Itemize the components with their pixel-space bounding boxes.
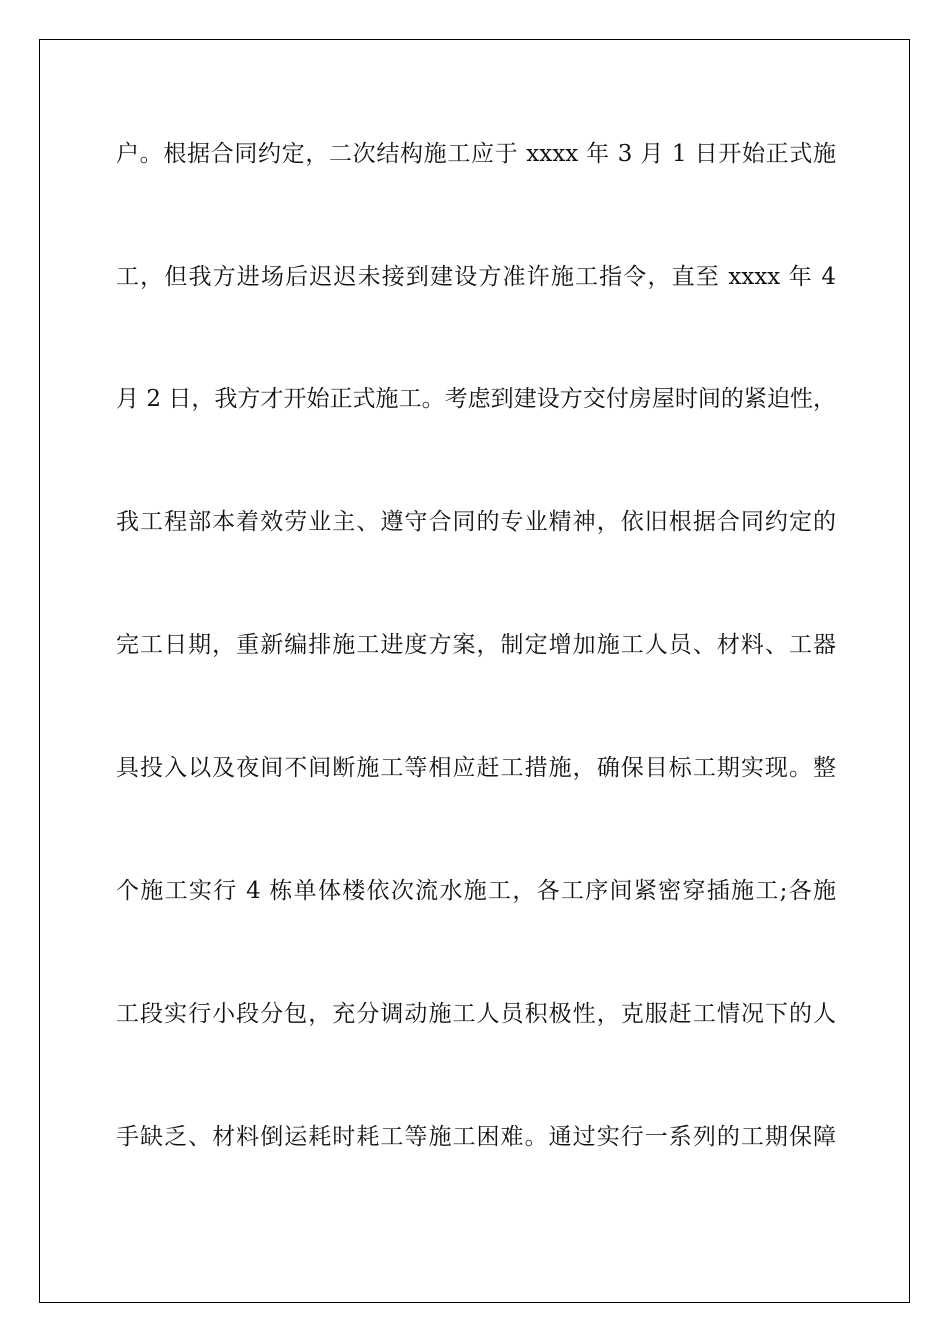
paragraph-line-3: 月 2 日，我方才开始正式施工。考虑到建设方交付房屋时间的紧迫性，	[116, 386, 836, 412]
paragraph-line-4: 我工程部本着效劳业主、遵守合同的专业精神，依旧根据合同约定的	[116, 509, 836, 535]
paragraph-line-6: 具投入以及夜间不间断施工等相应赶工措施，确保目标工期实现。整	[116, 755, 836, 781]
paragraph-line-1: 户。根据合同约定，二次结构施工应于 xxxx 年 3 月 1 日开始正式施	[116, 141, 836, 167]
paragraph-line-5: 完工日期，重新编排施工进度方案，制定增加施工人员、材料、工器	[116, 632, 836, 658]
page-border	[39, 39, 910, 1303]
paragraph-line-9: 手缺乏、材料倒运耗时耗工等施工困难。通过实行一系列的工期保障	[116, 1124, 836, 1150]
paragraph-line-7: 个施工实行 4 栋单体楼依次流水施工，各工序间紧密穿插施工;各施	[116, 878, 836, 904]
paragraph-line-2: 工，但我方进场后迟迟未接到建设方准许施工指令，直至 xxxx 年 4	[116, 264, 836, 290]
paragraph-line-8: 工段实行小段分包，充分调动施工人员积极性，克服赶工情况下的人	[116, 1001, 836, 1027]
